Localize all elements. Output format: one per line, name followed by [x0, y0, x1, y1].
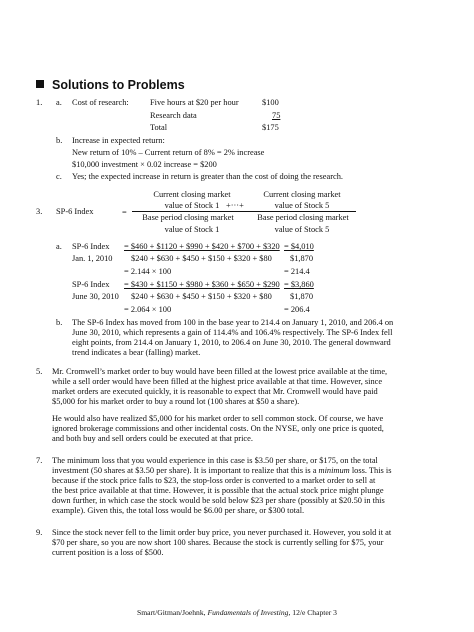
problem-1b-line: Increase in expected return:	[72, 136, 165, 145]
jun-result: = 2.064 × 100	[124, 305, 172, 314]
fraction-bar	[132, 211, 356, 212]
formula-numerator-left: value of Stock 1	[164, 201, 220, 210]
problem-3-number: 3.	[36, 207, 43, 216]
formula-numerator-left: Current closing market	[153, 190, 231, 199]
problem-7-line: investment (50 shares at $3.50 per share). It is important to realize that this is a minimum loss. This is	[52, 466, 392, 475]
formula-denominator-left: Base period closing market	[142, 213, 234, 222]
square-bullet-icon	[36, 80, 44, 88]
jun-denominator: $240 + $630 + $450 + $150 + $320 + $80	[131, 292, 272, 301]
formula-ellipsis: +···+	[226, 201, 244, 210]
formula-denominator-right: Base period closing market	[257, 213, 349, 222]
problem-5-line: He would also have realized $5,000 for his market order to sell common stock. Of course, we have	[52, 414, 384, 423]
problem-5-line: Mr. Cromwell’s market order to buy would have been filled at the lowest price available at the time,	[52, 367, 388, 376]
problem-9-number: 9.	[36, 528, 43, 537]
problem-3b-line: eight points, from 214.4 on January 1, 2010, to 206.4 on June 30, 2010. The general downward	[72, 338, 391, 347]
formula-numerator-right: value of Stock 5	[274, 201, 330, 210]
problem-1c-text: Yes; the expected increase in return is greater than the cost of doing the research.	[72, 172, 344, 181]
problem-7-number: 7.	[36, 456, 43, 465]
formula-denominator-left: value of Stock 1	[164, 225, 220, 234]
problem-5-line: while a sell order would have been filled at the highest price available at that time. However, since	[52, 377, 383, 386]
cost-row-amt: $100	[262, 98, 279, 107]
problem-1b-line: New return of 10% – Current return of 8% = 2% increase	[72, 148, 265, 157]
problem-1a-label: a.	[56, 98, 62, 107]
book-title: Fundamentals of Investing	[207, 608, 289, 617]
section-heading: Solutions to Problems	[36, 78, 185, 92]
cost-row-desc: Five hours at $20 per hour	[150, 98, 239, 107]
jun-result-value: = 206.4	[284, 305, 310, 314]
problem-3b-line: The SP-6 Index has moved from 100 in the base year to 214.4 on January 1, 2010, and 206.4 on	[72, 318, 394, 327]
cost-row-amt: 75	[272, 111, 281, 120]
formula-denominator-right: value of Stock 5	[274, 225, 330, 234]
problem-7-line: the best price available at that time. However, it is possible that the actual stock price might plunge	[52, 486, 384, 495]
jan-result: = 2.144 × 100	[124, 267, 172, 276]
problem-3a-label: a.	[56, 242, 62, 251]
problem-1a-title: Cost of research:	[72, 98, 129, 107]
jan-numerator: = $460 + $1120 + $990 + $420 + $700 + $320	[124, 242, 280, 251]
problem-1c-label: c.	[56, 172, 62, 181]
cost-row-desc: Total	[150, 123, 168, 132]
jun-denominator-total: $1,870	[290, 292, 314, 301]
problem-9-line: Since the stock never fell to the limit order buy price, you never purchased it. However, you sold it at	[52, 528, 392, 537]
problem-5-line: and both buy and sell orders could be executed at that price.	[52, 434, 253, 443]
page-footer: Smart/Gitman/Joehnk, Fundamentals of Investing, 12/e Chapter 3	[137, 608, 337, 617]
jan-index-label: SP-6 Index	[72, 242, 110, 251]
problem-7-line: example). Given this, the total loss would be $6.00 per share, or $300 total.	[52, 506, 305, 515]
problem-3b-label: b.	[56, 318, 63, 327]
cost-row-desc: Research data	[150, 111, 197, 120]
jun-numerator: = $430 + $1150 + $980 + $360 + $650 + $290	[124, 280, 280, 289]
jan-date-label: Jan. 1, 2010	[72, 254, 113, 263]
jan-denominator-total: $1,870	[290, 254, 314, 263]
cost-row-amt: $175	[262, 123, 279, 132]
problem-7-line: because if the stock price falls to $23, the stop-loss order is converted to a market order to sell at	[52, 476, 376, 485]
sp6-index-label: SP-6 Index	[56, 207, 94, 216]
jan-result-value: = 214.4	[284, 267, 310, 276]
problem-3b-line: trend indicates a bear (falling) market.	[72, 348, 201, 357]
jan-denominator: $240 + $630 + $450 + $150 + $320 + $80	[131, 254, 272, 263]
jun-numerator-total: = $3,860	[284, 280, 314, 289]
emphasis-minimum: minimum	[318, 466, 350, 475]
problem-5-line: $5,000 for his market order to buy a round lot (100 shares at $50 a share).	[52, 397, 300, 406]
formula-numerator-right: Current closing market	[263, 190, 341, 199]
problem-9-line: current position is a loss of $500.	[52, 548, 164, 557]
problem-5-line: market orders are executed quickly, it is reasonable to expect that Mr. Cromwell would have paid	[52, 387, 378, 396]
formula-equals: =	[122, 208, 127, 217]
problem-1b-label: b.	[56, 136, 63, 145]
problem-5-number: 5.	[36, 367, 43, 376]
problem-5-line: ignored brokerage commissions and other incidental costs. On the NYSE, only one price is quoted,	[52, 424, 384, 433]
jun-index-label: SP-6 Index	[72, 280, 110, 289]
problem-1b-line: $10,000 investment × 0.02 increase = $200	[72, 160, 217, 169]
problem-1-number: 1.	[36, 98, 43, 107]
problem-3b-line: June 30, 2010, which represents a gain of 114.4% and 106.4% respectively. The SP-6 Index fell	[72, 328, 393, 337]
jan-numerator-total: = $4,010	[284, 242, 314, 251]
problem-7-line: The minimum loss that you would experience in this case is $3.50 per share, or $175, on the total	[52, 456, 378, 465]
problem-9-line: $70 per share, so you are now short 100 shares. Because the stock is currently selling for $75, your	[52, 538, 384, 547]
problem-7-line: down further, in which case the stock would be sold below $23 per share (possibly at $20.50 in this	[52, 496, 385, 505]
jun-date-label: June 30, 2010	[72, 292, 119, 301]
